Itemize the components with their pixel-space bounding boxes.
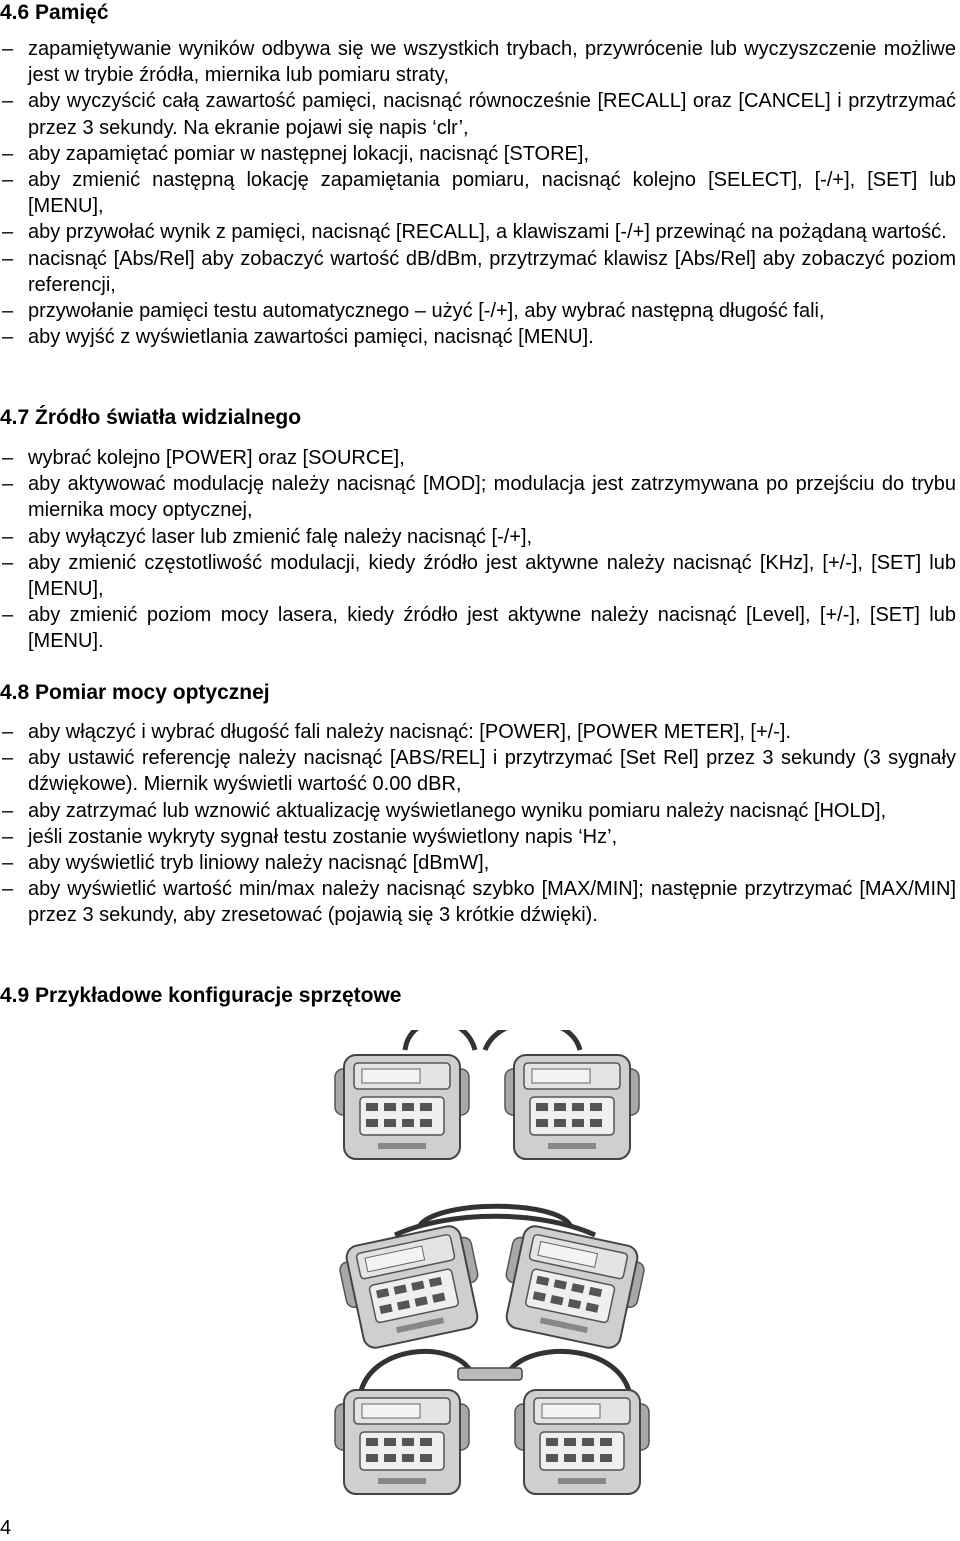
list-item: – aby wyczyścić całą zawartość pamięci, nacisnąć równocześnie [RECALL] oraz [CANCEL] i przytrzymać przez 3 sekundy. Na ekranie pojawi się napis ‘clr’, [2,90,956,139]
list-item: – aby zapamiętać pomiar w następnej lokacji, nacisnąć [STORE], [0,141,956,167]
list-item: – nacisnąć [Abs/Rel] aby zobaczyć wartość dB/dBm, przytrzymać klawisz [Abs/Rel] aby zobaczyć poziom referencji, [2,247,956,296]
section-list-4-7 [0,445,956,655]
dash-bullet: – [2,747,14,770]
dash-bullet: – [2,247,14,270]
dash-bullet: – [2,326,14,349]
list-item: – aby zmienić poziom mocy lasera, kiedy źródło jest aktywne należy nacisnąć [Level], [+/-], [SET] lub [MENU]. [2,604,956,653]
dash-bullet: – [2,878,14,901]
section-list-4-8 [0,719,956,929]
list-item: – aby wyświetlić tryb liniowy należy nacisnąć [dBmW], [0,850,956,876]
dash-bullet: – [2,473,14,496]
list-item: – aby zmienić następną lokację zapamiętania pomiaru, nacisnąć kolejno [SELECT], [-/+], [SET] lub [MENU], [2,169,956,218]
section-heading-4-7: 4.7 Źródło światła widzialnego [0,406,302,429]
list-item: – aby wyświetlić wartość min/max należy nacisnąć szybko [MAX/MIN]; następnie przytrzymać [MAX/MIN] przez 3 sekundy, aby zresetować (pojawią się 3 krótkie dźwięki). [2,878,956,927]
list-item: – wybrać kolejno [POWER] oraz [SOURCE], [0,445,956,471]
dash-bullet: – [2,90,14,113]
list-item: – aby zatrzymać lub wznowić aktualizację wyświetlanego wyniku pomiaru należy nacisnąć [HOLD], [0,798,956,824]
hardware-configurations-figure [300,1030,690,1510]
list-item: – aby ustawić referencję należy nacisnąć [ABS/REL] i przytrzymać [Set Rel] przez 3 sekundy (3 sygnały dźwiękowe). Miernik wyświetli wartość 0.00 dBR, [2,747,956,796]
section-heading-4-8: 4.8 Pomiar mocy optycznej [0,681,270,704]
page-number: 4 [0,1517,12,1539]
dash-bullet: – [2,300,14,323]
dash-bullet: – [2,721,14,743]
dash-bullet: – [2,852,14,875]
dash-bullet: – [2,551,14,574]
list-item: – przywołanie pamięci testu automatycznego – użyć [-/+], aby wybrać następną długość fali, [0,298,956,324]
dash-bullet: – [2,604,14,627]
list-item: – aby przywołać wynik z pamięci, nacisnąć [RECALL], a klawiszami [-/+] przewinąć na pożądaną wartość. [0,219,956,245]
list-item: – jeśli zostanie wykryty sygnał testu zostanie wyświetlony napis ‘Hz’, [0,824,956,850]
dash-bullet: – [2,447,14,469]
dash-bullet: – [2,169,14,192]
list-item: – aby aktywować modulację należy nacisnąć [MOD]; modulacja jest zatrzymywana po przejściu do trybu miernika mocy optycznej, [2,473,956,522]
dash-bullet: – [2,799,14,822]
list-item: – aby zmienić częstotliwość modulacji, kiedy źródło jest aktywne należy nacisnąć [KHz], [+/-], [SET] lub [MENU], [2,551,956,601]
section-heading-4-6: 4.6 Pamięć [0,1,109,24]
list-item: – aby wyjść z wyświetlania zawartości pamięci, nacisnąć [MENU]. [0,324,956,350]
dash-bullet: – [2,38,14,60]
dash-bullet: – [2,142,14,165]
dash-bullet: – [2,221,14,244]
dash-bullet: – [2,525,14,548]
section-list-4-6 [0,36,956,350]
dash-bullet: – [2,825,14,848]
list-item: – aby włączyć i wybrać długość fali należy nacisnąć: [POWER], [POWER METER], [+/-]. [0,719,956,745]
list-item: – zapamiętywanie wyników odbywa się we wszystkich trybach, przywrócenie lub wyczyszczenie możliwe jest w trybie źródła, miernika lub pomiaru straty, [2,38,956,87]
list-item: – aby wyłączyć laser lub zmienić falę należy nacisnąć [-/+], [0,524,956,550]
section-heading-4-9: 4.9 Przykładowe konfiguracje sprzętowe [0,984,402,1007]
